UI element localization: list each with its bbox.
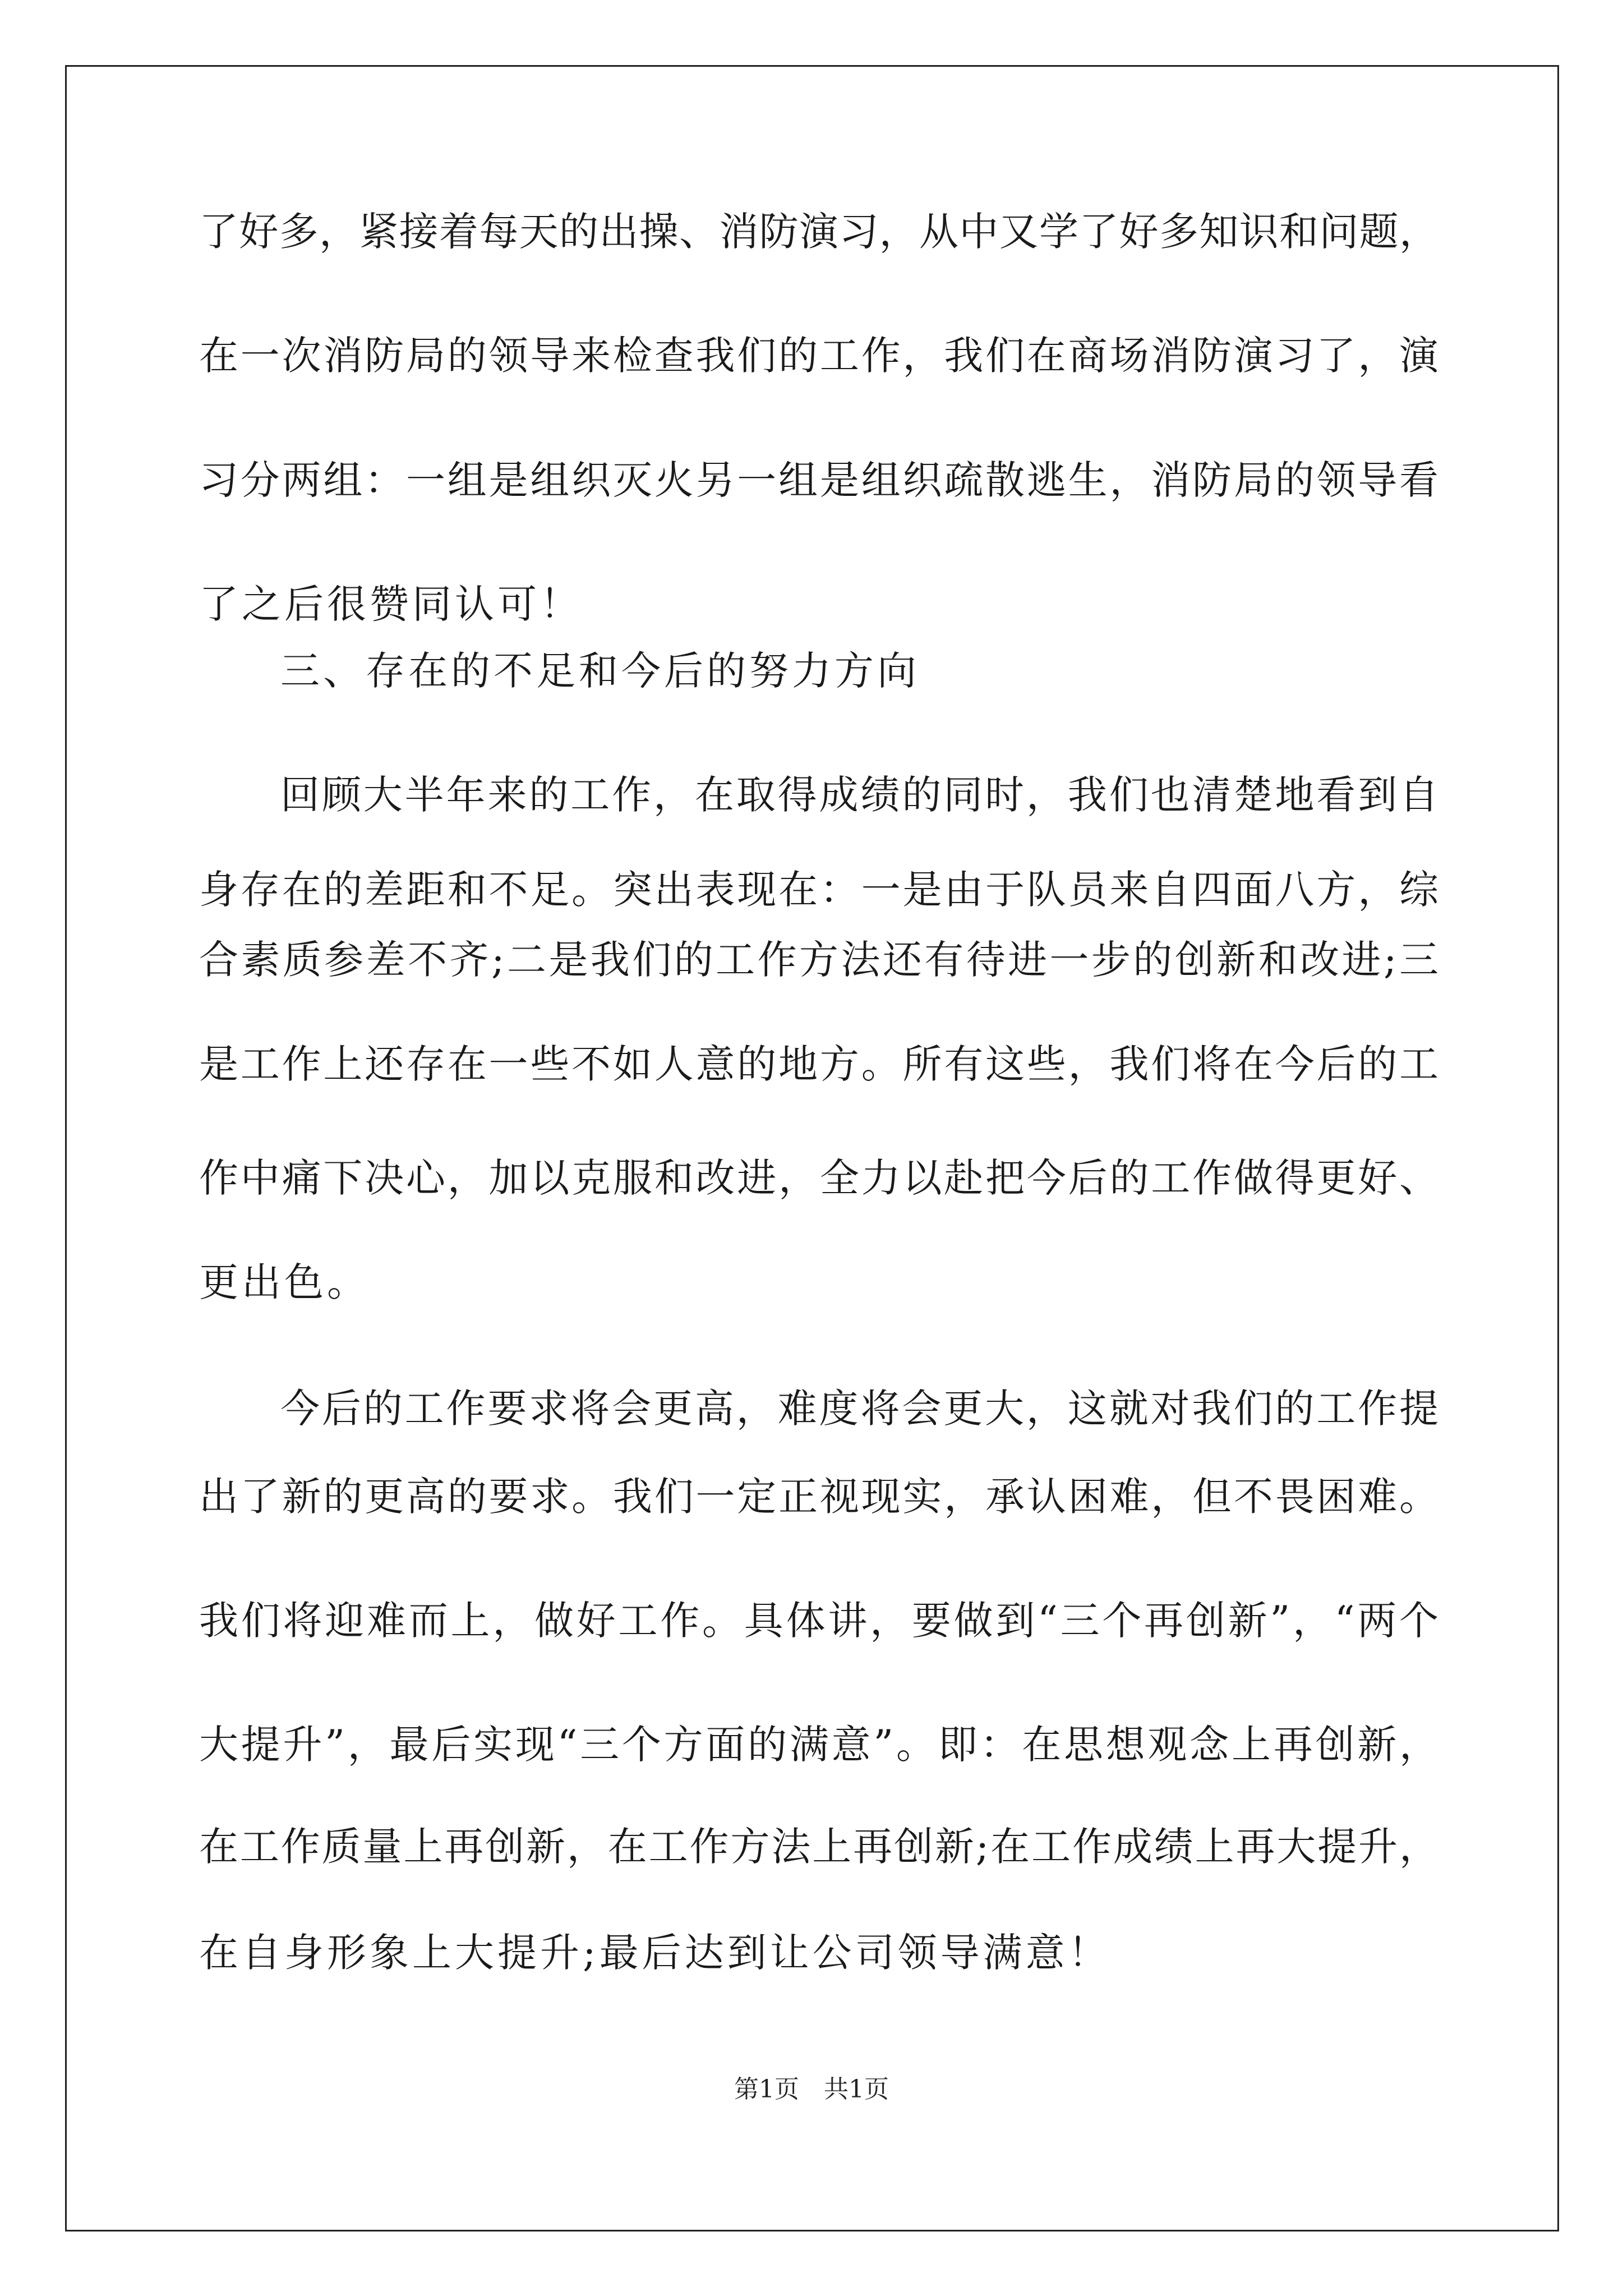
body-text-line: 在一次消防局的领导来检查我们的工作，我们在商场消防演习了，演 — [199, 333, 1438, 379]
body-text-line: 习分两组：一组是组织灭火另一组是组织疏散逃生，消防局的领导看 — [199, 457, 1438, 503]
body-text-line: 在工作质量上再创新，在工作方法上再创新;在工作成绩上再大提升， — [199, 1824, 1438, 1870]
body-text-line: 作中痛下决心，加以克服和改进，全力以赴把今后的工作做得更好、 — [199, 1155, 1438, 1201]
body-text-line: 了好多，紧接着每天的出操、消防演习，从中又学了好多知识和问题， — [199, 209, 1438, 255]
body-text-line: 我们将迎难而上，做好工作。具体讲，要做到“三个再创新”，“两个 — [199, 1598, 1438, 1644]
body-text-line: 身存在的差距和不足。突出表现在：一是由于队员来自四面八方，综 — [199, 867, 1438, 913]
page-border — [65, 65, 1559, 2231]
body-text-line: 大提升”，最后实现“三个方面的满意”。即：在思想观念上再创新， — [199, 1722, 1438, 1768]
section-heading: 三、存在的不足和今后的努力方向 — [280, 648, 920, 694]
body-text-line: 在自身形象上大提升;最后达到让公司领导满意！ — [199, 1930, 1111, 1976]
body-text-line: 合素质参差不齐;二是我们的工作方法还有待进一步的创新和改进;三 — [199, 937, 1438, 983]
body-text-line: 了之后很赞同认可！ — [199, 581, 583, 627]
body-text-line: 更出色。 — [199, 1259, 370, 1305]
body-text-line: 今后的工作要求将会更高，难度将会更大，这就对我们的工作提 — [280, 1386, 1438, 1432]
page-number-footer: 第1页 共1页 — [734, 2075, 889, 2104]
body-text-line: 回顾大半年来的工作，在取得成绩的同时，我们也清楚地看到自 — [280, 772, 1438, 818]
body-text-line: 出了新的更高的要求。我们一定正视现实，承认困难，但不畏困难。 — [199, 1474, 1438, 1520]
body-text-line: 是工作上还存在一些不如人意的地方。所有这些，我们将在今后的工 — [199, 1041, 1438, 1087]
